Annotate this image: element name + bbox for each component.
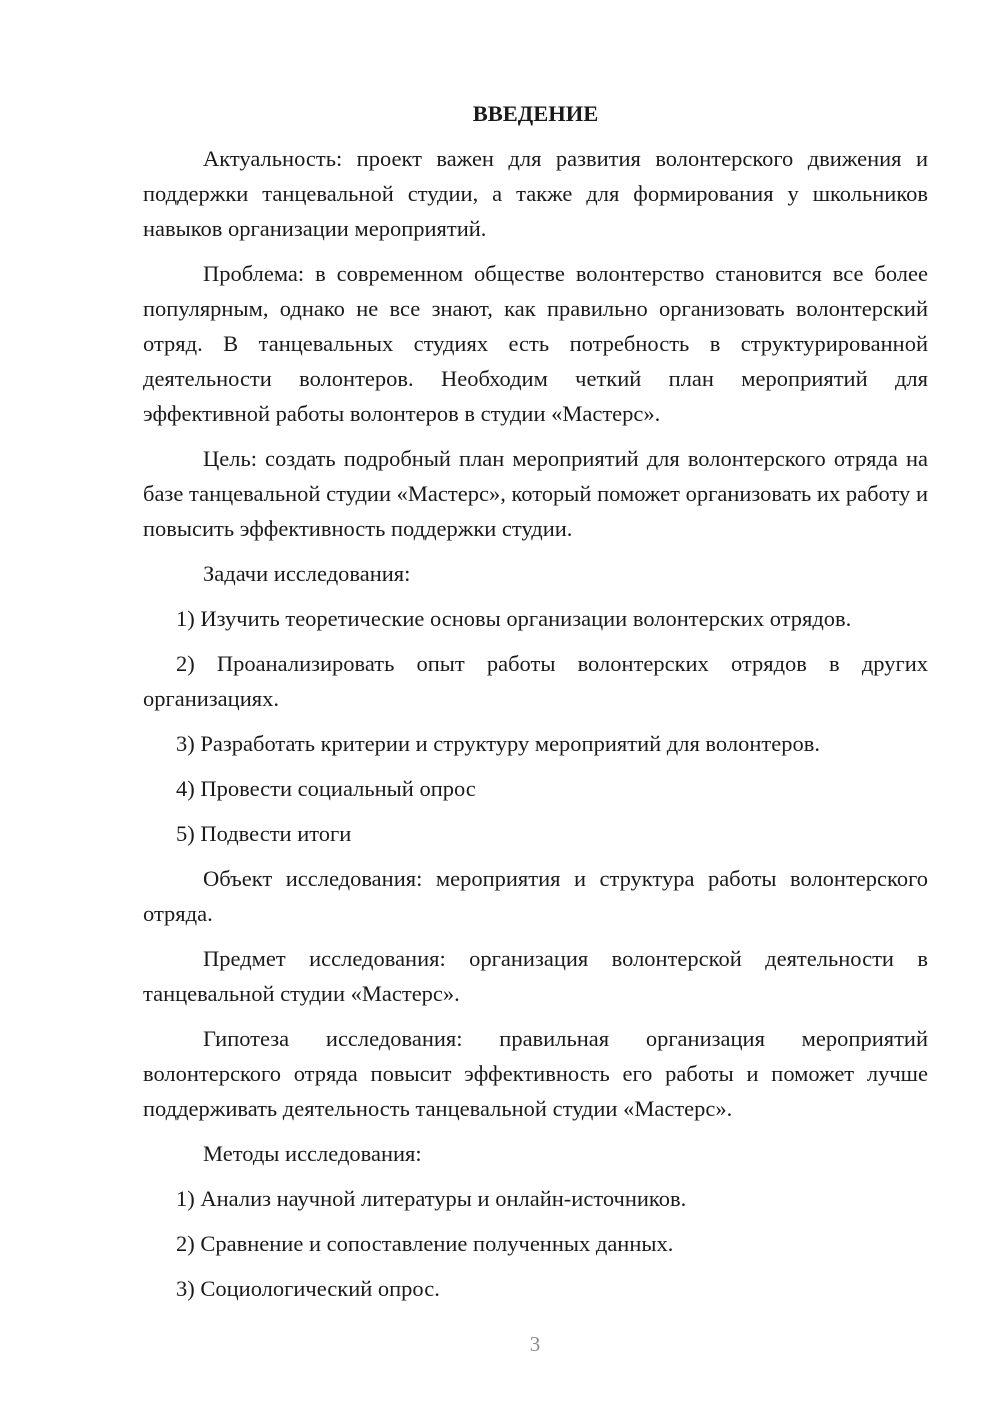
list-item: 2) Проанализировать опыт работы волонтерских отрядов в других организациях. <box>143 651 928 711</box>
methods-heading: Методы исследования: <box>203 1141 422 1166</box>
goal-paragraph: Цель: создать подробный план мероприятий для волонтерского отряда на базе танцевальной студии «Мастерс», который поможет организовать их работу и повысить эффективность поддержки студии. <box>143 446 928 541</box>
list-item: 4) Провести социальный опрос <box>176 776 476 801</box>
object-paragraph: Объект исследования: мероприятия и структура работы волонтерского отряда. <box>143 866 928 926</box>
list-item: 5) Подвести итоги <box>176 821 352 846</box>
tasks-heading: Задачи исследования: <box>203 561 411 586</box>
list-item: 3) Разработать критерии и структуру мероприятий для волонтеров. <box>176 731 820 756</box>
list-item: 2) Сравнение и сопоставление полученных данных. <box>176 1231 674 1256</box>
tasks-list <box>143 601 928 851</box>
page-body <box>143 96 928 1316</box>
section-title: ВВЕДЕНИЕ <box>472 101 599 126</box>
list-item: 1) Анализ научной литературы и онлайн-источников. <box>176 1186 687 1211</box>
problem-paragraph: Проблема: в современном обществе волонтерство становится все более популярным, однако не все знают, как правильно организовать волонтерский отряд. В танцевальных студиях есть потребность в структурированной деятельности волонтеров. Необходим четкий план мероприятий для эффективной работы волонтеров в студии «Мастерс». <box>143 261 928 426</box>
page-number: 3 <box>529 1332 541 1356</box>
list-item: 1) Изучить теоретические основы организации волонтерских отрядов. <box>176 606 852 631</box>
methods-list <box>143 1181 928 1306</box>
list-item: 3) Социологический опрос. <box>176 1276 440 1301</box>
hypothesis-paragraph: Гипотеза исследования: правильная организация мероприятий волонтерского отряда повысит эффективность его работы и поможет лучше поддерживать деятельность танцевальной студии «Мастерс». <box>143 1026 928 1121</box>
relevance-paragraph: Актуальность: проект важен для развития волонтерского движения и поддержки танцевальной студии, а также для формирования у школьников навыков организации мероприятий. <box>143 146 928 241</box>
subject-paragraph: Предмет исследования: организация волонтерской деятельности в танцевальной студии «Мастерс». <box>143 946 928 1006</box>
